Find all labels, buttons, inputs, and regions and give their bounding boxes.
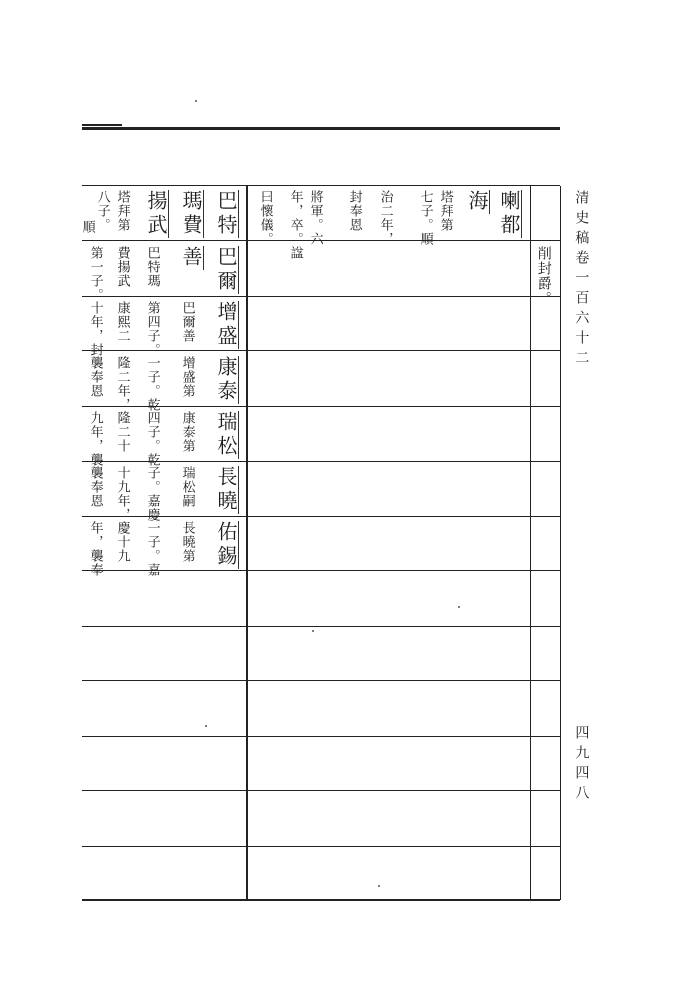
biographical-note: 塔拜第 (437, 190, 453, 232)
bottom-rule (82, 899, 560, 901)
biographical-note: 康泰第 (179, 411, 195, 453)
person-name: 海 (465, 190, 489, 214)
biographical-note: 將軍。六 (307, 190, 323, 246)
row-divider (82, 680, 560, 681)
biographical-note: 一子。乾 (144, 356, 160, 412)
biographical-note: 九年，襲 (87, 411, 103, 467)
biographical-note: 巴特瑪 (144, 246, 160, 288)
biographical-note: 慶十九 (114, 521, 130, 563)
biographical-note: 順 (79, 220, 95, 234)
biographical-note: 四子。乾 (144, 411, 160, 467)
biographical-note: 襲奉恩 (87, 466, 103, 508)
person-name: 長曉 (214, 466, 238, 514)
row-divider (82, 790, 560, 791)
biographical-note: 隆二年， (114, 356, 130, 412)
biographical-note: 瑞松嗣 (179, 466, 195, 508)
row-divider (82, 626, 560, 627)
person-name: 瑪費 (179, 190, 203, 238)
biographical-note: 治二年， (377, 190, 393, 246)
top-rule (82, 127, 560, 130)
scan-speck (312, 630, 314, 632)
inner-vertical-rule (246, 186, 248, 900)
row-divider (82, 296, 560, 297)
biographical-note: 封奉恩 (346, 190, 362, 232)
biographical-note: 長曉第 (179, 521, 195, 563)
remark-text: 削封爵。 (535, 246, 552, 306)
biographical-note: 年，襲奉 (87, 521, 103, 577)
biographical-note: 費揚武 (114, 246, 130, 288)
person-name: 增盛 (214, 301, 238, 349)
biographical-note: 第一子。 (87, 246, 103, 302)
top-rule-tick (82, 124, 122, 126)
row-divider (82, 846, 560, 847)
biographical-note: 十九年， (114, 466, 130, 522)
biographical-note: 一子。嘉 (144, 521, 160, 577)
page-number: 四九四八 (573, 725, 590, 805)
scan-speck (205, 725, 207, 727)
person-name: 瑞松 (214, 411, 238, 459)
biographical-note: 第四子。 (144, 301, 160, 357)
biographical-note: 塔拜第 (114, 190, 130, 232)
remark-column-rule-left (530, 186, 531, 900)
person-name: 揚武 (144, 190, 168, 238)
row-divider (82, 736, 560, 737)
biographical-note: 襲奉恩 (87, 356, 103, 398)
biographical-note: 康熙二 (114, 301, 130, 343)
person-name: 佑錫 (214, 521, 238, 569)
person-name: 善 (179, 246, 203, 270)
person-name: 喇都 (497, 190, 521, 238)
book-title: 清史稿卷一百六十二 (573, 190, 590, 370)
person-name: 巴特 (214, 190, 238, 238)
biographical-note: 七子。順 (417, 190, 433, 246)
biographical-note: 十年，封 (87, 301, 103, 357)
scan-speck (458, 606, 460, 608)
biographical-note: 曰懷儀。 (257, 190, 273, 246)
biographical-note: 年，卒。諡 (287, 190, 303, 260)
biographical-note: 隆二十 (114, 411, 130, 453)
scan-speck (378, 885, 380, 887)
biographical-note: 八子。 (94, 190, 110, 232)
person-name: 巴爾 (214, 246, 238, 294)
biographical-note: 子。嘉慶 (144, 466, 160, 522)
row-divider (82, 185, 560, 186)
remark-column-rule-right (560, 186, 561, 900)
biographical-note: 巴爾善 (179, 301, 195, 343)
scan-speck (195, 100, 197, 102)
person-name: 康泰 (214, 356, 238, 404)
biographical-note: 增盛第 (179, 356, 195, 398)
